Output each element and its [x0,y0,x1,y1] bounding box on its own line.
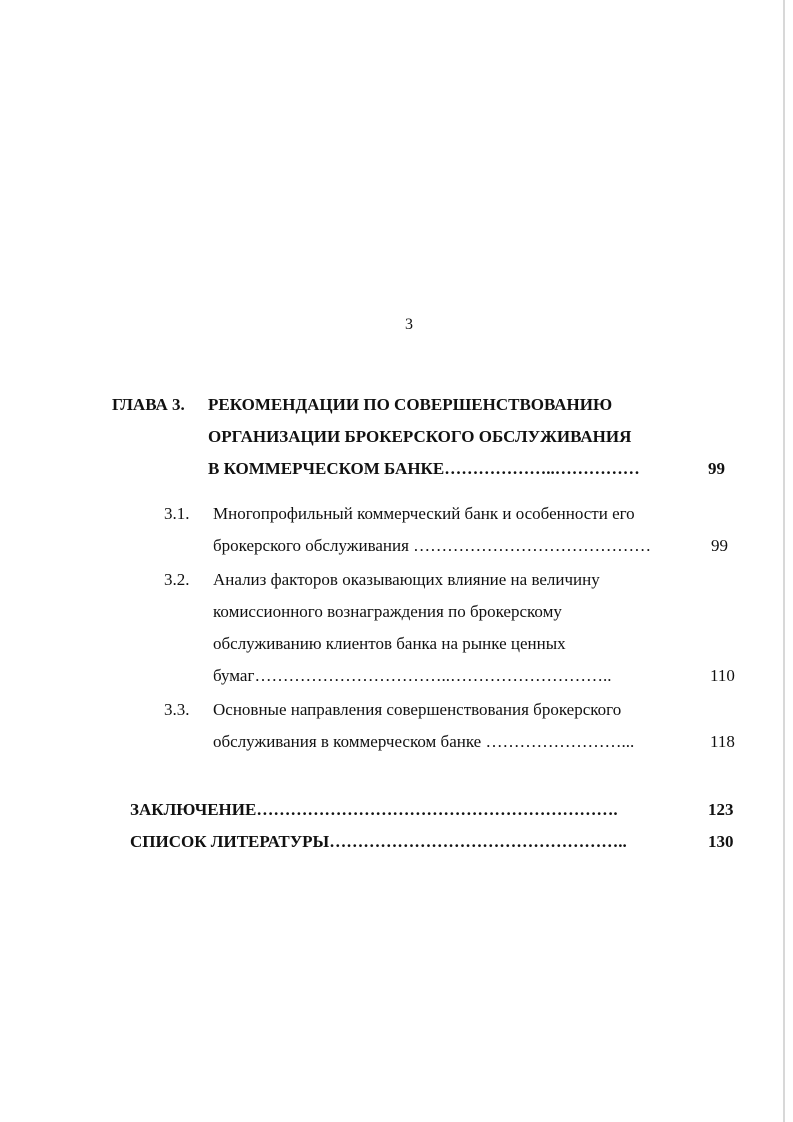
chapter-title-line: РЕКОМЕНДАЦИИ ПО СОВЕРШЕНСТВОВАНИЮ [208,395,613,414]
bibliography-label: СПИСОК ЛИТЕРАТУРЫ…………………………………………….. [130,832,627,851]
section-title-line: обслуживания в коммерческом банке ……………………... [213,732,635,751]
section-number: 3.2. [164,570,190,589]
section-title-line: Анализ факторов оказывающих влияние на величину [213,570,600,589]
conclusion-label: ЗАКЛЮЧЕНИЕ………………………………………………………. [130,800,618,819]
section-page: 118 [710,732,735,751]
chapter-title-line: ОРГАНИЗАЦИИ БРОКЕРСКОГО ОБСЛУЖИВАНИЯ [208,427,632,446]
conclusion-page: 123 [708,800,734,819]
chapter-title-line: В КОММЕРЧЕСКОМ БАНКЕ………………..…………… [208,459,640,478]
section-title-line: комиссионного вознаграждения по брокерскому [213,602,562,621]
section-title-line: обслуживанию клиентов банка на рынке ценных [213,634,566,653]
chapter-page: 99 [708,459,725,478]
section-page: 99 [711,536,728,555]
section-title-line: бумаг……………………………..……………………….. [213,666,612,685]
section-title-line: брокерского обслуживания …………………………………… [213,536,652,555]
bibliography-page: 130 [708,832,734,851]
section-number: 3.3. [164,700,190,719]
page-number: 3 [405,316,413,333]
section-number: 3.1. [164,504,190,523]
section-page: 110 [710,666,735,685]
chapter-label: ГЛАВА 3. [112,395,185,414]
section-title-line: Основные направления совершенствования брокерского [213,700,622,719]
page-edge [783,0,785,1122]
section-title-line: Многопрофильный коммерческий банк и особенности его [213,504,635,523]
